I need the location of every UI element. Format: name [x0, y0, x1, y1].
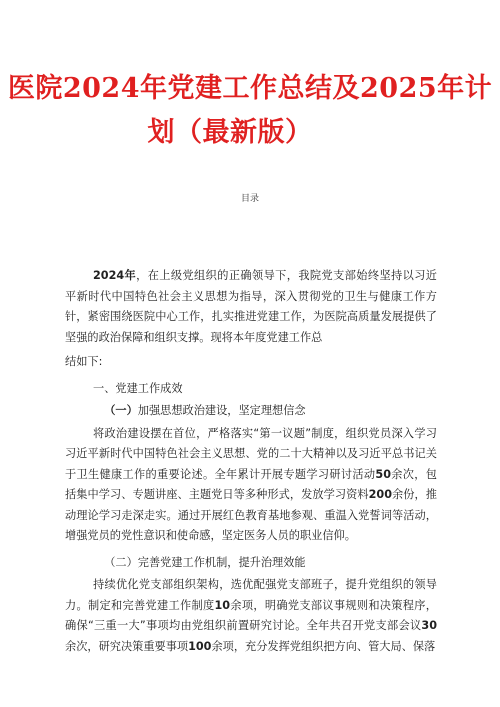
section1-sub2-paragraph: [65, 575, 437, 657]
intro-year: 2024年: [93, 269, 137, 282]
toc-label: 目录: [240, 194, 259, 204]
sub2-title: 完善党建工作机制，提升治理效能: [137, 555, 306, 569]
intro-text: ，在上级党组织的正确领导下，我院党支部始终坚持以习近平新时代中国特色社会主义思想为指导，深入贯彻党的卫生与健康工作方针，紧密围绕医院中心工作，扎实推进党建工作，为医院高质量发展提供了坚强的政治保障和组织支撑。现将本年度党建工作总: [65, 269, 437, 344]
sub2-num-a: 10: [214, 598, 231, 612]
sub1-number: （一）: [104, 404, 138, 417]
section1-sub2-heading: [65, 553, 437, 574]
section1-heading: 一、党建工作成效: [93, 381, 183, 395]
section1-sub1-heading: [65, 401, 437, 422]
section1-sub1-paragraph: [65, 424, 437, 547]
sub1-num-a: 50: [375, 467, 391, 481]
sub1-text-b: 余次，包括集中学习、专题讲座、主题党日等多种形式，发放学习资料: [65, 467, 437, 501]
document-title-line2: 划（最新版）: [147, 117, 313, 148]
sub1-text-c: 余份，推动理论学习走深走实。通过开展红色教育基地参观、重温入党誓词等活动，增强党员的党性意识和使命感，坚定医务人员的职业信仰。: [65, 488, 437, 542]
sub2-text-b: 余项，明确党支部议事规则和决策程序，确保“三重一大”事项均由党组织前置研究讨论。全年共召开党支部会议: [65, 598, 437, 632]
sub2-text-c: 余次，研究决策重要事项: [65, 639, 189, 653]
sub2-text-d: 余项，充分发挥党组织把方向、管大局、保落: [211, 639, 436, 653]
sub1-title: 加强思想政治建设，坚定理想信念: [137, 404, 306, 417]
sub2-text-a: 持续优化党支部组织架构，选优配强党支部班子，提升党组织的领导力。制定和完善党建工作制度: [65, 578, 437, 612]
sub2-num-b: 30: [421, 619, 437, 632]
sub1-text-a: 将政治建设摆在首位，严格落实“第一议题”制度，组织党员深入学习习近平新时代中国特色社会主义思想、党的二十大精神以及习近平总书记关于卫生健康工作的重要论述。全年累计开展专题学习研讨活动: [65, 426, 437, 481]
intro-continuation: 结如下:: [65, 355, 103, 368]
document-body: [65, 266, 437, 657]
intro-paragraph: [65, 266, 437, 348]
document-title-line1: 医院2024年党建工作总结及2025年计: [7, 73, 493, 104]
sub2-num-c: 100: [188, 639, 212, 653]
sub2-number: （二）: [104, 555, 138, 569]
sub1-num-b: 200: [368, 488, 392, 501]
